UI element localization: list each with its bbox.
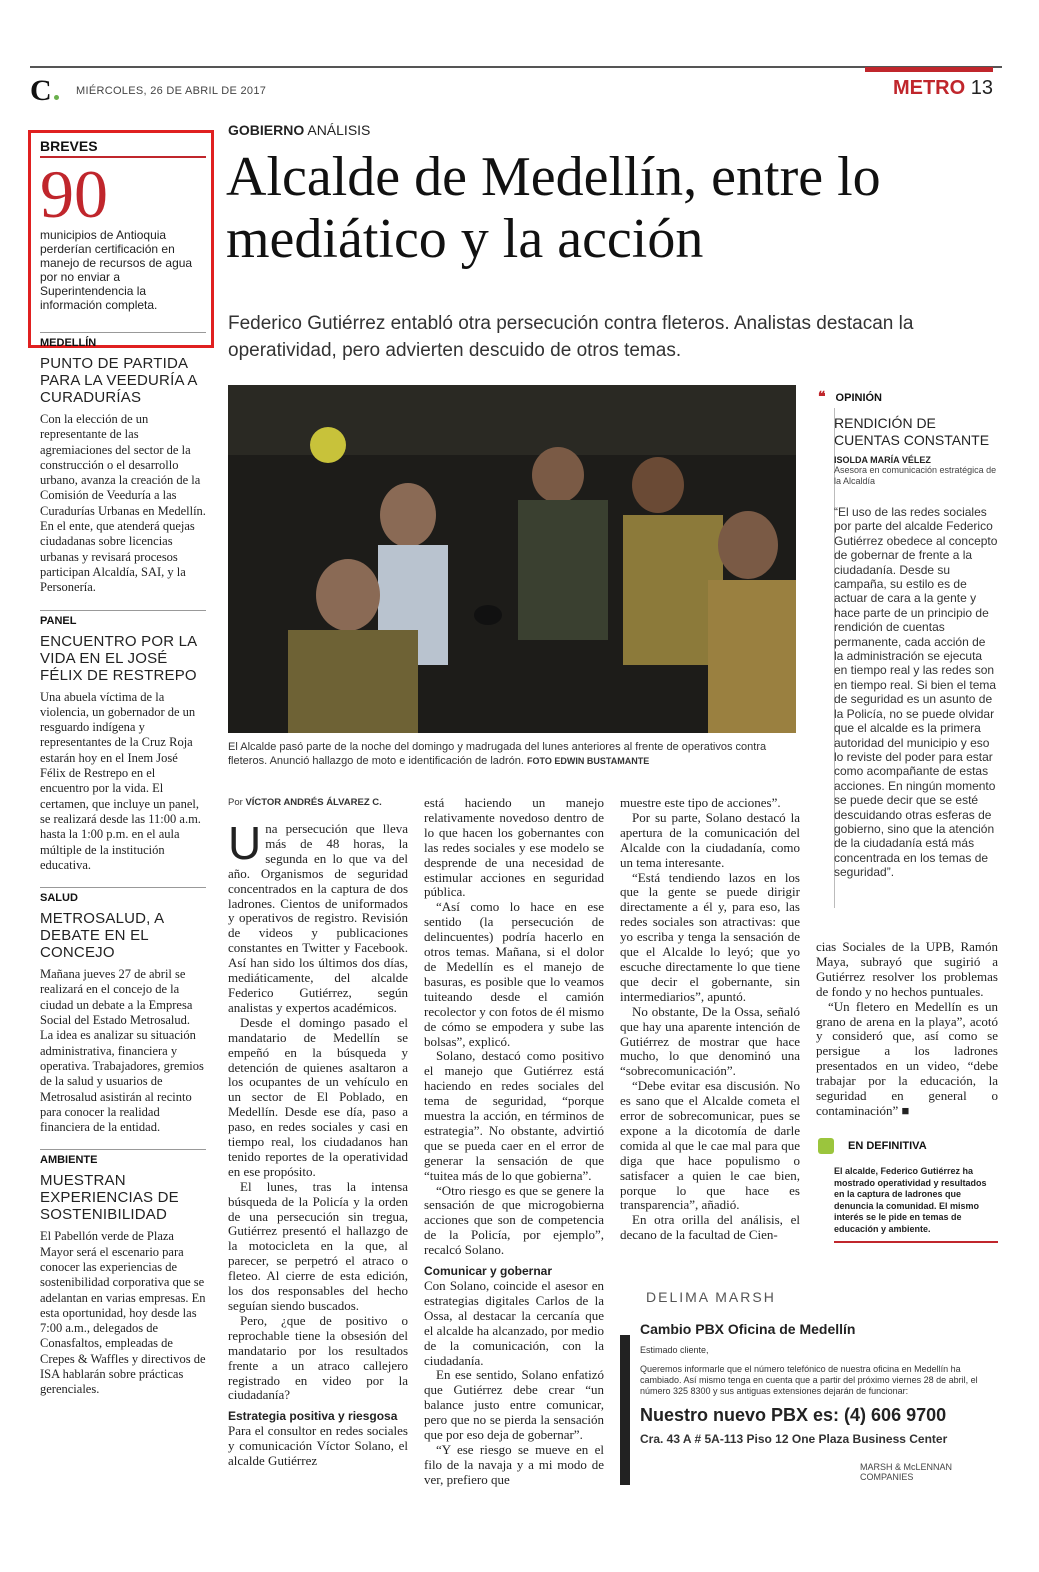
article-paragraph: cias Sociales de la UPB, Ramón Maya, subrayó que sugirió a Gutiérrez resolver los problemas de fondo y no hechos puntuales. [816,939,998,999]
left-item-headline: METROSALUD, A DEBATE EN EL CONCEJO [40,910,164,962]
article-subheading: Estrategia positiva y riesgosa [228,1409,398,1424]
breves-heading: BREVES [40,138,206,158]
article-kicker: GOBIERNO ANÁLISIS [228,122,371,138]
article-subheading: Comunicar y gobernar [424,1264,553,1279]
byline: Por VÍCTOR ANDRÉS ÁLVAREZ C. [228,797,382,808]
article-paragraph: Desde el domingo pasado el mandatario de Medellín se empeñó en la búsqueda y detención de quienes asaltaron a los ocupantes de un vehículo en un sector de El Poblado, en Medellín. Desde ese día, paso a paso, en redes sociales y casi en tiempo real, los ciudadanos han tenido reportes de la operatividad en ese propósito. [228,1014,408,1179]
left-item-panel [40,610,206,874]
left-item-ambiente [40,1149,206,1397]
check-icon [818,1138,834,1154]
left-item-body: Con la elección de un representante de las agremiaciones del sector de la construcción o el desarrollo urbano, avanza la creación de la Comisión de Veeduría a las Curadurías Urbanas en Medellín. En el ente, que atenderá quejas ciudadanas sobre licencias urbanas y revisará procesos participan Alcaldía, SAI, y la Personería. [40,412,206,595]
article-paragraph: está haciendo un manejo relativamente novedoso dentro de lo que hacen los gobernantes con las redes sociales y ese modelo se desprende de una necesidad de estimular acciones en seguridad pública. [424,795,604,900]
top-rule [30,66,1002,68]
article-subtitle: Federico Gutiérrez entabló otra persecución contra fleteros. Analistas destacan la operatividad, pero advierten descuido de otros temas. [228,313,914,361]
article-paragraph: “Está tendiendo lazos en los que la gente se puede dirigir directamente a él y, para eso, las redes sociales son atractivas: que yo escriba y tenga la sensación de que el Alcalde lo leyó; que yo escuche directamente lo que tiene que decir el gobernante, sin intermediarios”, apuntó. [620,869,800,1004]
article-column-4 [816,940,998,1119]
article-photo [228,385,796,733]
ad-greeting: Estimado cliente, [640,1345,709,1355]
photo-illustration [228,385,796,733]
opinion-author: ISOLDA MARÍA VÉLEZ [834,455,931,465]
advertisement [620,1283,1000,1503]
left-sidebar [40,138,206,1398]
left-item-headline: ENCUENTRO POR LA VIDA EN EL JOSÉ FÉLIX DE RESTREPO [40,632,197,684]
ad-brand: DELIMA MARSH [646,1289,776,1305]
ad-footer-logo: MARSH & McLENNAN COMPANIES [860,1462,953,1482]
ad-body: Queremos informarle que el número telefónico de nuestra oficina en Medellín ha cambiado. Así mismo tenga en cuenta que a partir del próximo viernes 28 de abril, el número 325 8300 y sus antiguas extensiones dejarán de funcionar: [640,1364,978,1396]
article-column-2 [424,796,604,1488]
left-item-headline: PUNTO DE PARTIDA PARA LA VEEDURÍA A CURADURÍAS [40,355,197,406]
article-paragraph: “Y ese riesgo se mueve en el filo de la navaja y a mi modo de ver, prefiero que [424,1441,604,1487]
left-item-body: El Pabellón verde de Plaza Mayor será el escenario para conocer las experiencias de sostenibilidad corporativa que se adelantan en varias empresas. En esta oportunidad, hoy desde las 7:00 a.m., delegados de Conasfaltos, empleadas de Crepes & Waffles y directivos de ISA hablarán sobre prácticas gerenciales. [40,1229,206,1397]
quote-icon: ❝ [818,388,826,404]
section-name: METRO [892,77,966,99]
opinion-quote: “El uso de las redes sociales por parte del alcalde Federico Gutiérrez obedece al concepto de gobernar de frente a la ciudadanía. Desde su campaña, su estilo es de actuar de cara a la gente y hace parte de un principio de rendición de cuentas permanente, cada acción de la administración se ejecuta en tiempo real y las redes son en tiempo real. Si bien el tema de seguridad es un asunto de la Policía, no se puede olvidar que el alcalde es la primera autoridad del municipio y eso lo reviste del poder para estar como acompañante de estas acciones. En ningún momento se puede decir que se esté descuidando otras esferas de gobierno, sino que la atención de la ciudadanía está más concentrada en los temas de seguridad”. [834,505,998,880]
logo-dot-icon [54,95,59,100]
opinion-box [818,388,998,880]
article-paragraph: No obstante, De la Ossa, señaló que hay una aparente intención de Gutiérrez de mostrar que hace mucho, lo que denominó una “sobrecomunicación”. [620,1003,800,1079]
opinion-label: ❝ OPINIÓN [818,388,882,404]
article-title: Alcalde de Medellín, entre lo mediático y la acción [226,146,881,270]
article-paragraph: Solano, destacó como positivo el manejo que Gutiérrez está haciendo en redes sociales del tema de seguridad, “porque muestra la acción, en términos de estrategia”. No obstante, advirtió que se pueda caer en el error de generar la sensación de que “tuitea más de lo que gobierna”. [424,1048,604,1183]
issue-date: MIÉRCOLES, 26 DE ABRIL DE 2017 [76,85,267,97]
ad-address: Cra. 43 A # 5A-113 Piso 12 One Plaza Business Center [640,1432,948,1446]
dropcap: U [228,817,262,869]
photo-caption: El Alcalde pasó parte de la noche del domingo y madrugada del lunes anteriores al frente de operativos contra fleteros. Anunció hallazgo de moto e identificación de ladrón. FOTO EDWIN BUSTAMANTE [228,741,767,767]
breves-number: 90 [40,156,108,232]
left-item-section: AMBIENTE [40,1149,206,1166]
breves-text: municipios de Antioquia perderían certificación en manejo de recursos de agua por no enviar a Superintendencia la información completa. [40,228,193,312]
section-bar [865,67,993,72]
article-paragraph: Con Solano, coincide el asesor en estrategias digitales Carlos de la Ossa, al destacar la cercanía que el alcalde ha alcanzado, por medio de la comunicación, con la ciudadanía. [424,1278,604,1368]
photo-credit: FOTO EDWIN BUSTAMANTE [527,756,650,766]
article-paragraph: muestre este tipo de acciones”. [620,795,781,810]
article-paragraph: En otra orilla del análisis, el decano de la facultad de Cien- [620,1212,800,1243]
opinion-role: Asesora en comunicación estratégica de la Alcaldía [834,465,997,486]
left-item-section: SALUD [40,887,206,904]
article-paragraph: Para el consultor en redes sociales y comunicación Víctor Solano, el alcalde Gutiérrez [228,1423,408,1469]
left-item-salud [40,887,206,1135]
article-paragraph: En ese sentido, Solano enfatizó que Gutiérrez debe crear “un balance justo entre comunicar, pero que no se pierda la sensación que por eso deja de gobernar”. [424,1367,604,1443]
page-number: 13 [970,77,993,99]
article-paragraph: Por su parte, Solano destacó la apertura de la comunicación del Alcalde con la ciudadanía, como un tema interesante. [620,809,800,870]
opinion-title: RENDICIÓN DE CUENTAS CONSTANTE [834,415,990,448]
section-page [893,77,993,100]
article-paragraph: “Debe evitar esa discusión. No es sano que el Alcalde cometa el error de sobrecomunicar, pues se expone a la dicotomía de darle comida al que le cae mal para que diga que hace populismo o satisfacer a quien le cae bien, porque lo que hace es transparencia”, añadió. [620,1078,800,1213]
en-definitiva-box [818,1138,998,1243]
article-paragraph: Una persecución que lleva más de 48 horas, la segunda en lo que va del año. Organismos de seguridad concentrados en la captura de dos ladrones. Cientos de uniformados y operativos de registro. Revisión de videos y publicaciones constantes en Twitter y Facebook. Así han sido los últimos dos días, mediáticamente, del alcalde Federico Gutiérrez, según analistas y expertos académicos. [228,817,408,1015]
article-column-3 [620,796,800,1243]
article-paragraph: Pero, ¿que de positivo o reprochable tiene la obsesión del mandatario por los resultados frente a un atraco callejero registrado en video por la ciudadanía? [228,1312,408,1403]
left-item-section: MEDELLÍN [40,332,206,349]
left-item-section: PANEL [40,610,206,627]
left-item-body: Una abuela víctima de la violencia, un gobernador de un resguardo indígena y representantes de la Cruz Roja estarán hoy en el Inem José Félix de Restrepo en el encuentro por la vida. El certamen, que incluye un panel, se realizará desde las 11:00 a.m. hasta la 1:00 p.m. en el aula múltiple de la institución educativa. [40,689,201,872]
article-paragraph: El lunes, tras la intensa búsqueda de la Policía y la orden de una persecución sin tregua, Gutiérrez presentó el hallazgo de la motocicleta en la que, al parecer, se perpetró el atraco o fleteo. Al cierre de esta edición, los dos responsables del hecho seguían siendo buscados. [228,1178,408,1313]
ad-pbx: Nuestro nuevo PBX es: (4) 606 9700 [640,1405,947,1425]
article-paragraph: “Un fletero en Medellín es un grano de arena en la playa”, acotó y consideró que, así como se persigue a los ladrones presentados en un video, “debe trabajar por la educación, la seguridad en general o contaminación” ■ [816,998,998,1118]
article-column-1 [228,817,408,1469]
en-definitiva-text: El alcalde, Federico Gutiérrez ha mostrado operatividad y resultados en la captura de ladrones que denuncia la comunidad. El mismo interés se le pide en temas de educación y ambiente. [834,1166,998,1243]
left-item-headline: MUESTRAN EXPERIENCIAS DE SOSTENIBILIDAD [40,1172,179,1224]
left-item-medellin [40,332,206,596]
ad-title: Cambio PBX Oficina de Medellín [640,1321,856,1337]
article-paragraph: “Así como lo hace en ese sentido (la persecución de delincuentes) podría hacerlo en otros temas. Mañana, si el dolor de Medellín es el manejo de basuras, es posible que lo veamos tuiteando desde el camión recolector y con fotos de él mismo de cómo se empodera y sube las bolsas”, explicó. [424,899,604,1049]
left-item-body: Mañana jueves 27 de abril se realizará en el concejo de la ciudad un debate a la Empresa Social del Estado Metrosalud. La idea es analizar su situación administrativa, financiera y operativa. Trabajadores, gremios de la salud y usuarios de Metrosalud asistirán al recinto para conocer la realidad financiera de la entidad. [40,967,204,1135]
en-definitiva-label: EN DEFINITIVA [818,1138,998,1154]
article-paragraph: “Otro riesgo es que se genere la sensación de que microgobierna acciones que son de competencia de la Policía, por ejemplo”, recalcó Solano. [424,1182,604,1258]
newspaper-logo: C [30,74,59,108]
